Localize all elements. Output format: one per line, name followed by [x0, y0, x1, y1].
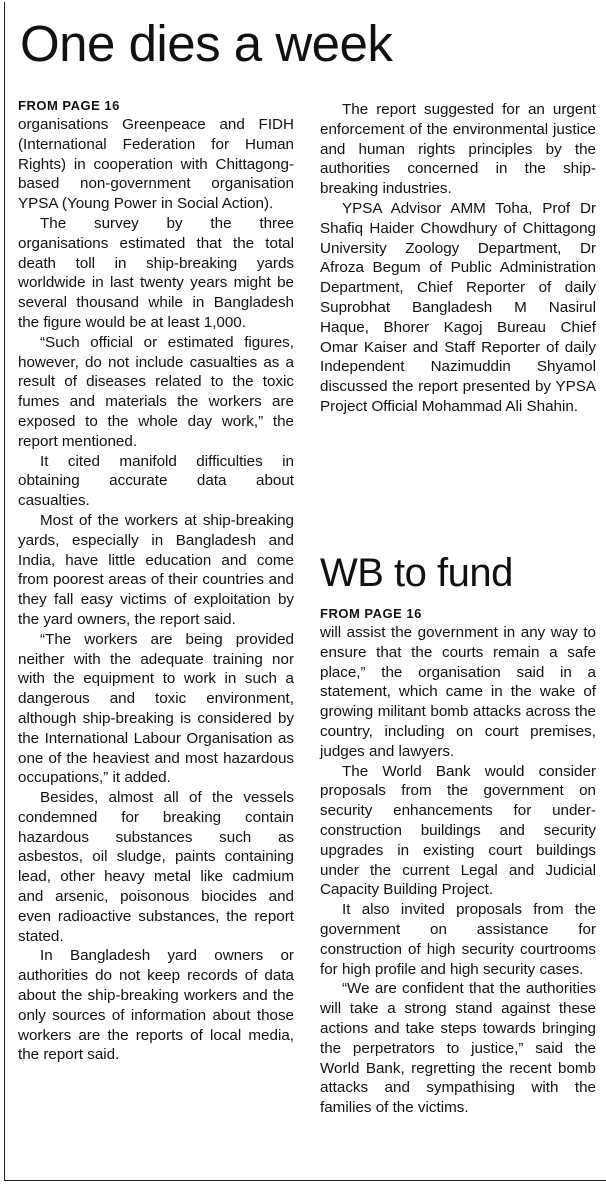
jump-line: FROM PAGE 16: [320, 606, 422, 621]
story1-paragraph-8: In Bangladesh yard owners or authorities do not keep records of data about the ship-breaking workers and the only sources of information about those workers are the reports of local media, the report said.: [18, 947, 294, 1064]
story1-paragraph-6: “The workers are being provided neither with the adequate training nor with the equipment to work in such a dangerous and toxic environment, although ship-breaking is considered by the International Labour Organisation as one of the heaviest and most hazardous occupations,” it added.: [18, 630, 294, 787]
story1-paragraph-2: The survey by the three organisations estimated that the total death toll in ship-breaking yards worldwide in last twenty years might be several thousand while in Bangladesh the figure would be at least 1,000.: [18, 214, 294, 331]
bottom-rule: [4, 1180, 606, 1181]
story1-column-2: [320, 100, 596, 417]
story1-column-1: [18, 97, 294, 1065]
story2-paragraph-3: It also invited proposals from the government on assistance for construction of high security courtrooms for high profile and high security cases.: [320, 901, 596, 978]
story1-paragraph-5: Most of the workers at ship-breaking yards, especially in Bangladesh and India, have little education and come from poorest areas of their countries and they fall easy victims of exploitation by the yard owners, the report said.: [18, 511, 294, 628]
jump-line: FROM PAGE 16: [18, 98, 120, 113]
story2-paragraph-2: The World Bank would consider proposals from the government on security enhancements for under-construction buildings and security upgrades in existing court buildings under the current Legal and Judicial Capacity Building Project.: [320, 762, 596, 899]
story2-column: [320, 605, 596, 1118]
story1-paragraph-1: organisations Greenpeace and FIDH (International Federation for Human Rights) in cooperation with Chittagong-based non-government organisation YPSA (Young Power in Social Action).: [18, 116, 294, 213]
story1-paragraph-3: “Such official or estimated figures, however, do not include casualties as a result of diseases related to the toxic fumes and materials the workers are exposed to the whole day work,” the report mentioned.: [18, 333, 294, 450]
headline-one-dies-a-week: One dies a week: [20, 15, 393, 72]
story1-paragraph-4: It cited manifold difficulties in obtaining accurate data about casualties.: [18, 452, 294, 510]
story1-paragraph-9: The report suggested for an urgent enforcement of the environmental justice and human rights principles by the authorities concerned in the ship-breaking industries.: [320, 101, 596, 198]
headline-wb-to-fund: WB to fund: [320, 551, 513, 595]
story2-paragraph-4: “We are confident that the authorities will take a strong stand against these actions and take steps towards bringing the perpetrators to justice,” said the World Bank, regretting the recent bomb attacks and sympathising with the families of the victims.: [320, 980, 596, 1117]
story1-paragraph-10: YPSA Advisor AMM Toha, Prof Dr Shafiq Haider Chowdhury of Chittagong University Zoology Department, Dr Afroza Begum of Public Administration Department, Chief Reporter of daily Suprobhat Bangladesh M Nasirul Haque, Bhorer Kagoj Bureau Chief Omar Kaiser and Staff Reporter of daily Independent Nazimuddin Shyamol discussed the report presented by YPSA Project Official Mohammad Ali Shahin.: [320, 199, 596, 415]
left-column-rule: [4, 2, 5, 1180]
story2-paragraph-1: will assist the government in any way to ensure that the courts remain a safe place,” the organisation said in a statement, which came in the wake of growing militant bomb attacks across the country, including on court premises, judges and lawyers.: [320, 624, 596, 760]
story1-paragraph-7: Besides, almost all of the vessels condemned for breaking contain hazardous substances such as asbestos, oil sludge, paints containing lead, other heavy metal like cadmium and arsenic, poisonous biocides and even radioactive substances, the report stated.: [18, 789, 294, 945]
